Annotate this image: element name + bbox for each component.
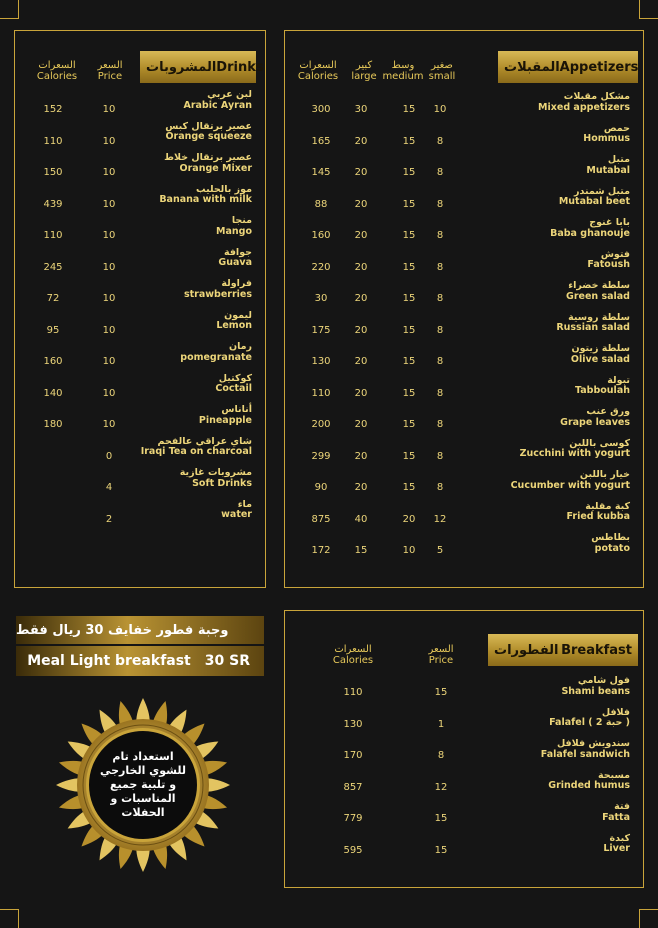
breakfast-header <box>488 634 638 666</box>
item-calories: 439 <box>43 198 63 210</box>
corner-ornament <box>0 909 19 928</box>
menu-item-name <box>102 500 252 521</box>
item-price-small: 8 <box>436 450 444 462</box>
item-price: 12 <box>434 781 448 793</box>
item-name-en: Cucumber with yogurt <box>510 479 630 491</box>
item-price-small: 8 <box>436 135 444 147</box>
item-price-medium: 15 <box>402 356 416 367</box>
menu-item-name <box>470 470 630 491</box>
item-name-en: Fried kubba <box>566 511 630 522</box>
item-price-large: 20 <box>354 324 368 336</box>
item-price-large: 20 <box>354 356 368 367</box>
item-calories: 140 <box>43 387 63 399</box>
appetizers-title-ar: المقبلات <box>504 59 560 75</box>
menu-item-name <box>102 311 252 332</box>
item-name-ar: كوكتيل <box>218 372 252 384</box>
seal-text: استعداد تام للشوي الخارجي و تلبية جميع المناسبات و الحفلات <box>86 728 200 842</box>
menu-item-name <box>470 376 630 397</box>
appetizers-calories-header: السعرات Calories <box>297 60 339 82</box>
item-name-en: Banana with milk <box>159 194 252 205</box>
item-price: 8 <box>437 750 445 761</box>
item-name-en: Arabic Ayran <box>183 99 252 111</box>
item-price: 1 <box>437 718 445 730</box>
item-name-en: Zucchini with yogurt <box>519 448 630 459</box>
menu-item-name <box>102 374 252 395</box>
item-name-ar: سلطة زيتون <box>571 343 630 354</box>
item-calories: 299 <box>311 450 331 462</box>
item-calories: 130 <box>343 718 363 730</box>
item-calories: 110 <box>311 387 331 399</box>
item-price-small: 5 <box>436 545 444 556</box>
breakfast-title-en: Breakfast <box>561 642 632 658</box>
item-name-ar: خيار باللبن <box>579 469 630 480</box>
menu-item-name <box>470 155 630 176</box>
item-price-medium: 15 <box>402 450 416 462</box>
breakfast-calories-header: السعرات Calories <box>332 644 374 666</box>
item-name-ar: مشكل مقبلات <box>563 91 630 102</box>
item-calories: 875 <box>311 513 331 525</box>
item-price-small: 12 <box>433 513 447 525</box>
item-name-en: Guava <box>218 257 252 268</box>
promo-banner-ar: وجبة فطور خفايف 30 ريال فقط <box>16 616 264 644</box>
item-calories: 30 <box>314 293 328 304</box>
item-name-en: Mutabal beet <box>558 196 630 207</box>
breakfast-price-header: السعر Price <box>428 644 454 666</box>
item-calories: 88 <box>314 198 328 210</box>
item-calories: 110 <box>343 687 363 698</box>
appetizers-small-header: صغير small <box>428 60 456 82</box>
item-price-medium: 15 <box>402 135 416 147</box>
item-name-en: Iraqi Tea on charcoal <box>140 446 252 457</box>
item-price-small: 8 <box>436 324 444 336</box>
drinks-title-en: Drinks <box>216 59 264 75</box>
item-name-en: Green salad <box>566 290 630 302</box>
item-calories: 300 <box>311 104 331 115</box>
menu-item-name <box>460 771 630 792</box>
item-calories: 180 <box>43 419 63 430</box>
corner-ornament <box>0 0 19 19</box>
item-price-large: 30 <box>354 104 368 115</box>
item-name-en: Fatoush <box>587 259 630 270</box>
item-price: 15 <box>434 844 448 856</box>
item-price-small: 8 <box>436 230 444 241</box>
item-price-medium: 15 <box>402 230 416 241</box>
item-name-en: strawberries <box>183 288 252 300</box>
item-price-small: 8 <box>436 387 444 399</box>
item-name-ar: بابا غنوج <box>589 217 630 228</box>
item-name-en: Orange Mixer <box>179 162 252 174</box>
item-calories: 160 <box>311 230 331 241</box>
item-price-medium: 20 <box>402 513 416 525</box>
item-name-ar: فتة <box>614 801 630 812</box>
item-calories: 220 <box>311 261 331 273</box>
corner-ornament <box>639 909 658 928</box>
item-price: 10 <box>102 261 116 273</box>
menu-item-name <box>470 218 630 239</box>
item-price: 10 <box>102 293 116 304</box>
item-name-ar: فلافل <box>601 706 630 718</box>
item-name-en: Mango <box>216 225 252 237</box>
item-price: 10 <box>102 419 116 430</box>
appetizers-medium-header: وسط medium <box>382 60 424 82</box>
item-name-ar: شاي عراقي عالفحم <box>157 435 252 447</box>
item-name-ar: كبدة <box>609 832 630 844</box>
item-name-ar: رمان <box>228 341 252 352</box>
item-name-ar: مشروبات غازية <box>179 467 252 478</box>
menu-item-name <box>470 313 630 334</box>
menu-item-name <box>460 802 630 823</box>
item-price-medium: 15 <box>402 324 416 336</box>
item-name-en: pomegranate <box>180 351 252 363</box>
item-name-ar: موز بالحليب <box>196 183 252 195</box>
item-calories: 200 <box>311 419 331 430</box>
item-name-ar: سندويش فلافل <box>556 738 630 749</box>
drinks-price-header: السعر Price <box>97 60 123 82</box>
item-name-ar: بطاطس <box>591 532 630 543</box>
item-price-medium: 15 <box>402 198 416 210</box>
promo-price: 30 SR <box>204 653 250 669</box>
item-price-large: 20 <box>354 230 368 241</box>
item-price-medium: 15 <box>402 261 416 273</box>
item-price-medium: 15 <box>402 167 416 178</box>
menu-item-name <box>470 344 630 365</box>
item-price: 10 <box>102 324 116 336</box>
item-calories: 170 <box>343 750 363 761</box>
menu-item-name <box>102 342 252 363</box>
item-name-en: Shami beans <box>561 685 630 697</box>
ornament-seal <box>48 690 238 880</box>
item-price-large: 20 <box>354 198 368 210</box>
item-calories: 152 <box>43 104 63 115</box>
item-name-ar: متبل شمندر <box>574 185 630 197</box>
menu-item-name <box>102 216 252 237</box>
drinks-title-ar: المشروبات <box>146 59 217 75</box>
item-price: 10 <box>102 167 116 178</box>
item-price: 10 <box>102 356 116 367</box>
item-calories: 857 <box>343 781 363 793</box>
menu-item-name <box>102 90 252 111</box>
item-price-small: 8 <box>436 482 444 493</box>
item-price-large: 20 <box>354 450 368 462</box>
item-name-en: Mutabal <box>586 164 630 176</box>
item-price-large: 20 <box>354 387 368 399</box>
item-calories: 110 <box>43 230 63 241</box>
item-price: 15 <box>434 813 448 824</box>
item-name-en: Tabboulah <box>575 385 630 396</box>
item-price-medium: 10 <box>402 545 416 556</box>
item-price-small: 8 <box>436 293 444 304</box>
item-price-small: 8 <box>436 261 444 273</box>
item-price-small: 8 <box>436 198 444 210</box>
menu-item-name <box>102 405 252 426</box>
item-name-en: Orange squeeze <box>165 131 252 142</box>
item-name-ar: سلطة خضراء <box>568 280 630 291</box>
item-price-large: 20 <box>354 167 368 178</box>
item-name-ar: تبولة <box>607 374 630 386</box>
item-price: 0 <box>105 450 113 462</box>
item-name-ar: جوافة <box>223 246 252 258</box>
item-price-large: 20 <box>354 482 368 493</box>
item-price-large: 20 <box>354 419 368 430</box>
item-name-en: Soft Drinks <box>192 477 252 489</box>
menu-item-name <box>470 250 630 271</box>
menu-item-name <box>102 122 252 143</box>
appetizers-header <box>498 51 638 83</box>
item-price: 10 <box>102 230 116 241</box>
menu-item-name <box>102 248 252 269</box>
menu-item-name <box>460 739 630 760</box>
item-price-large: 20 <box>354 293 368 304</box>
item-name-ar: سلطة روسية <box>568 311 630 323</box>
menu-item-name <box>470 281 630 302</box>
item-name-ar: ورق عنب <box>586 406 630 417</box>
item-name-en: Russian salad <box>556 322 630 333</box>
item-price: 10 <box>102 104 116 115</box>
item-calories: 779 <box>343 813 363 824</box>
item-calories: 90 <box>314 482 328 493</box>
item-price: 10 <box>102 387 116 399</box>
item-name-en: Coctail <box>215 383 252 394</box>
item-price: 4 <box>105 482 113 493</box>
promo-en: Meal Light breakfast <box>27 653 191 669</box>
item-price-medium: 15 <box>402 387 416 399</box>
item-calories: 245 <box>43 261 63 273</box>
item-calories: 175 <box>311 324 331 336</box>
menu-item-name <box>102 185 252 206</box>
item-name-ar: لبن عربي <box>207 89 252 100</box>
item-name-en: Baba ghanouje <box>550 227 630 239</box>
menu-item-name <box>102 437 252 458</box>
item-price-small: 8 <box>436 356 444 367</box>
item-calories: 172 <box>311 545 331 556</box>
item-calories: 145 <box>311 167 331 178</box>
item-price-large: 20 <box>354 135 368 147</box>
item-price-small: 10 <box>433 104 447 115</box>
item-name-en: Hommus <box>583 133 630 144</box>
item-name-ar: كوسى باللبن <box>569 437 630 449</box>
item-name-en: potato <box>594 542 630 554</box>
item-name-ar: متبل <box>607 154 630 165</box>
item-price-large: 20 <box>354 261 368 273</box>
menu-item-name <box>102 279 252 300</box>
item-price-medium: 15 <box>402 419 416 430</box>
item-name-ar: ليمون <box>224 309 252 321</box>
item-name-en: Pineapple <box>198 414 252 426</box>
drinks-calories-header: السعرات Calories <box>36 60 78 82</box>
item-price-medium: 15 <box>402 293 416 304</box>
item-calories: 110 <box>43 135 63 147</box>
menu-item-name <box>470 439 630 460</box>
menu-item-name <box>460 708 630 729</box>
item-price-medium: 15 <box>402 482 416 493</box>
item-price-large: 15 <box>354 545 368 556</box>
item-name-ar: منجا <box>231 215 252 226</box>
item-name-ar: فراولة <box>221 278 252 289</box>
item-calories: 595 <box>343 844 363 856</box>
item-name-ar: فول شامي <box>577 675 630 686</box>
item-name-en: Olive salad <box>570 353 630 365</box>
item-name-en: Falafel sandwich <box>540 748 630 760</box>
item-name-en: Fatta <box>602 811 630 823</box>
drinks-header <box>140 51 264 83</box>
menu-item-name <box>470 502 630 523</box>
item-price: 10 <box>102 198 116 210</box>
item-name-ar: فتوش <box>600 248 630 260</box>
item-calories: 130 <box>311 356 331 367</box>
item-calories: 165 <box>311 135 331 147</box>
menu-item-name <box>470 407 630 428</box>
item-calories: 160 <box>43 356 63 367</box>
item-name-en: Grape leaves <box>560 416 630 428</box>
item-name-ar: كبة مقلية <box>585 500 630 512</box>
item-name-en: water <box>221 509 252 520</box>
item-price: 2 <box>105 513 113 525</box>
item-name-ar: مسبحة <box>597 769 630 781</box>
item-name-ar: ماء <box>237 498 252 510</box>
item-name-en: Mixed appetizers <box>538 101 630 113</box>
appetizers-title-en: Appetizers <box>559 59 639 75</box>
menu-item-name <box>470 92 630 113</box>
breakfast-title-ar: الفطورات <box>494 642 559 658</box>
menu-item-name <box>460 834 630 855</box>
item-price: 15 <box>434 687 448 698</box>
corner-ornament <box>639 0 658 19</box>
item-name-en: Grinded humus <box>548 780 630 791</box>
appetizers-large-header: كبير large <box>351 60 377 82</box>
item-name-en: Falafel ( 2 حبة ) <box>549 717 630 728</box>
menu-item-name <box>470 187 630 208</box>
item-calories: 150 <box>43 167 63 178</box>
item-name-ar: عصير برتقال خلاط <box>164 152 252 163</box>
promo-banner-en <box>16 646 264 676</box>
menu-item-name <box>102 468 252 489</box>
item-calories: 95 <box>46 324 60 336</box>
item-price-small: 8 <box>436 167 444 178</box>
menu-item-name <box>460 676 630 697</box>
item-price-large: 40 <box>354 513 368 525</box>
item-price: 10 <box>102 135 116 147</box>
item-price-medium: 15 <box>402 104 416 115</box>
item-name-ar: أناناس <box>221 404 252 415</box>
menu-item-name <box>470 124 630 145</box>
item-calories: 72 <box>46 293 60 304</box>
item-name-en: Liver <box>603 843 630 854</box>
item-price-small: 8 <box>436 419 444 430</box>
item-name-ar: حمص <box>603 122 630 134</box>
item-name-ar: عصير برتقال كبس <box>165 120 252 132</box>
item-name-en: Lemon <box>216 320 252 331</box>
menu-item-name <box>102 153 252 174</box>
menu-item-name <box>470 533 630 554</box>
